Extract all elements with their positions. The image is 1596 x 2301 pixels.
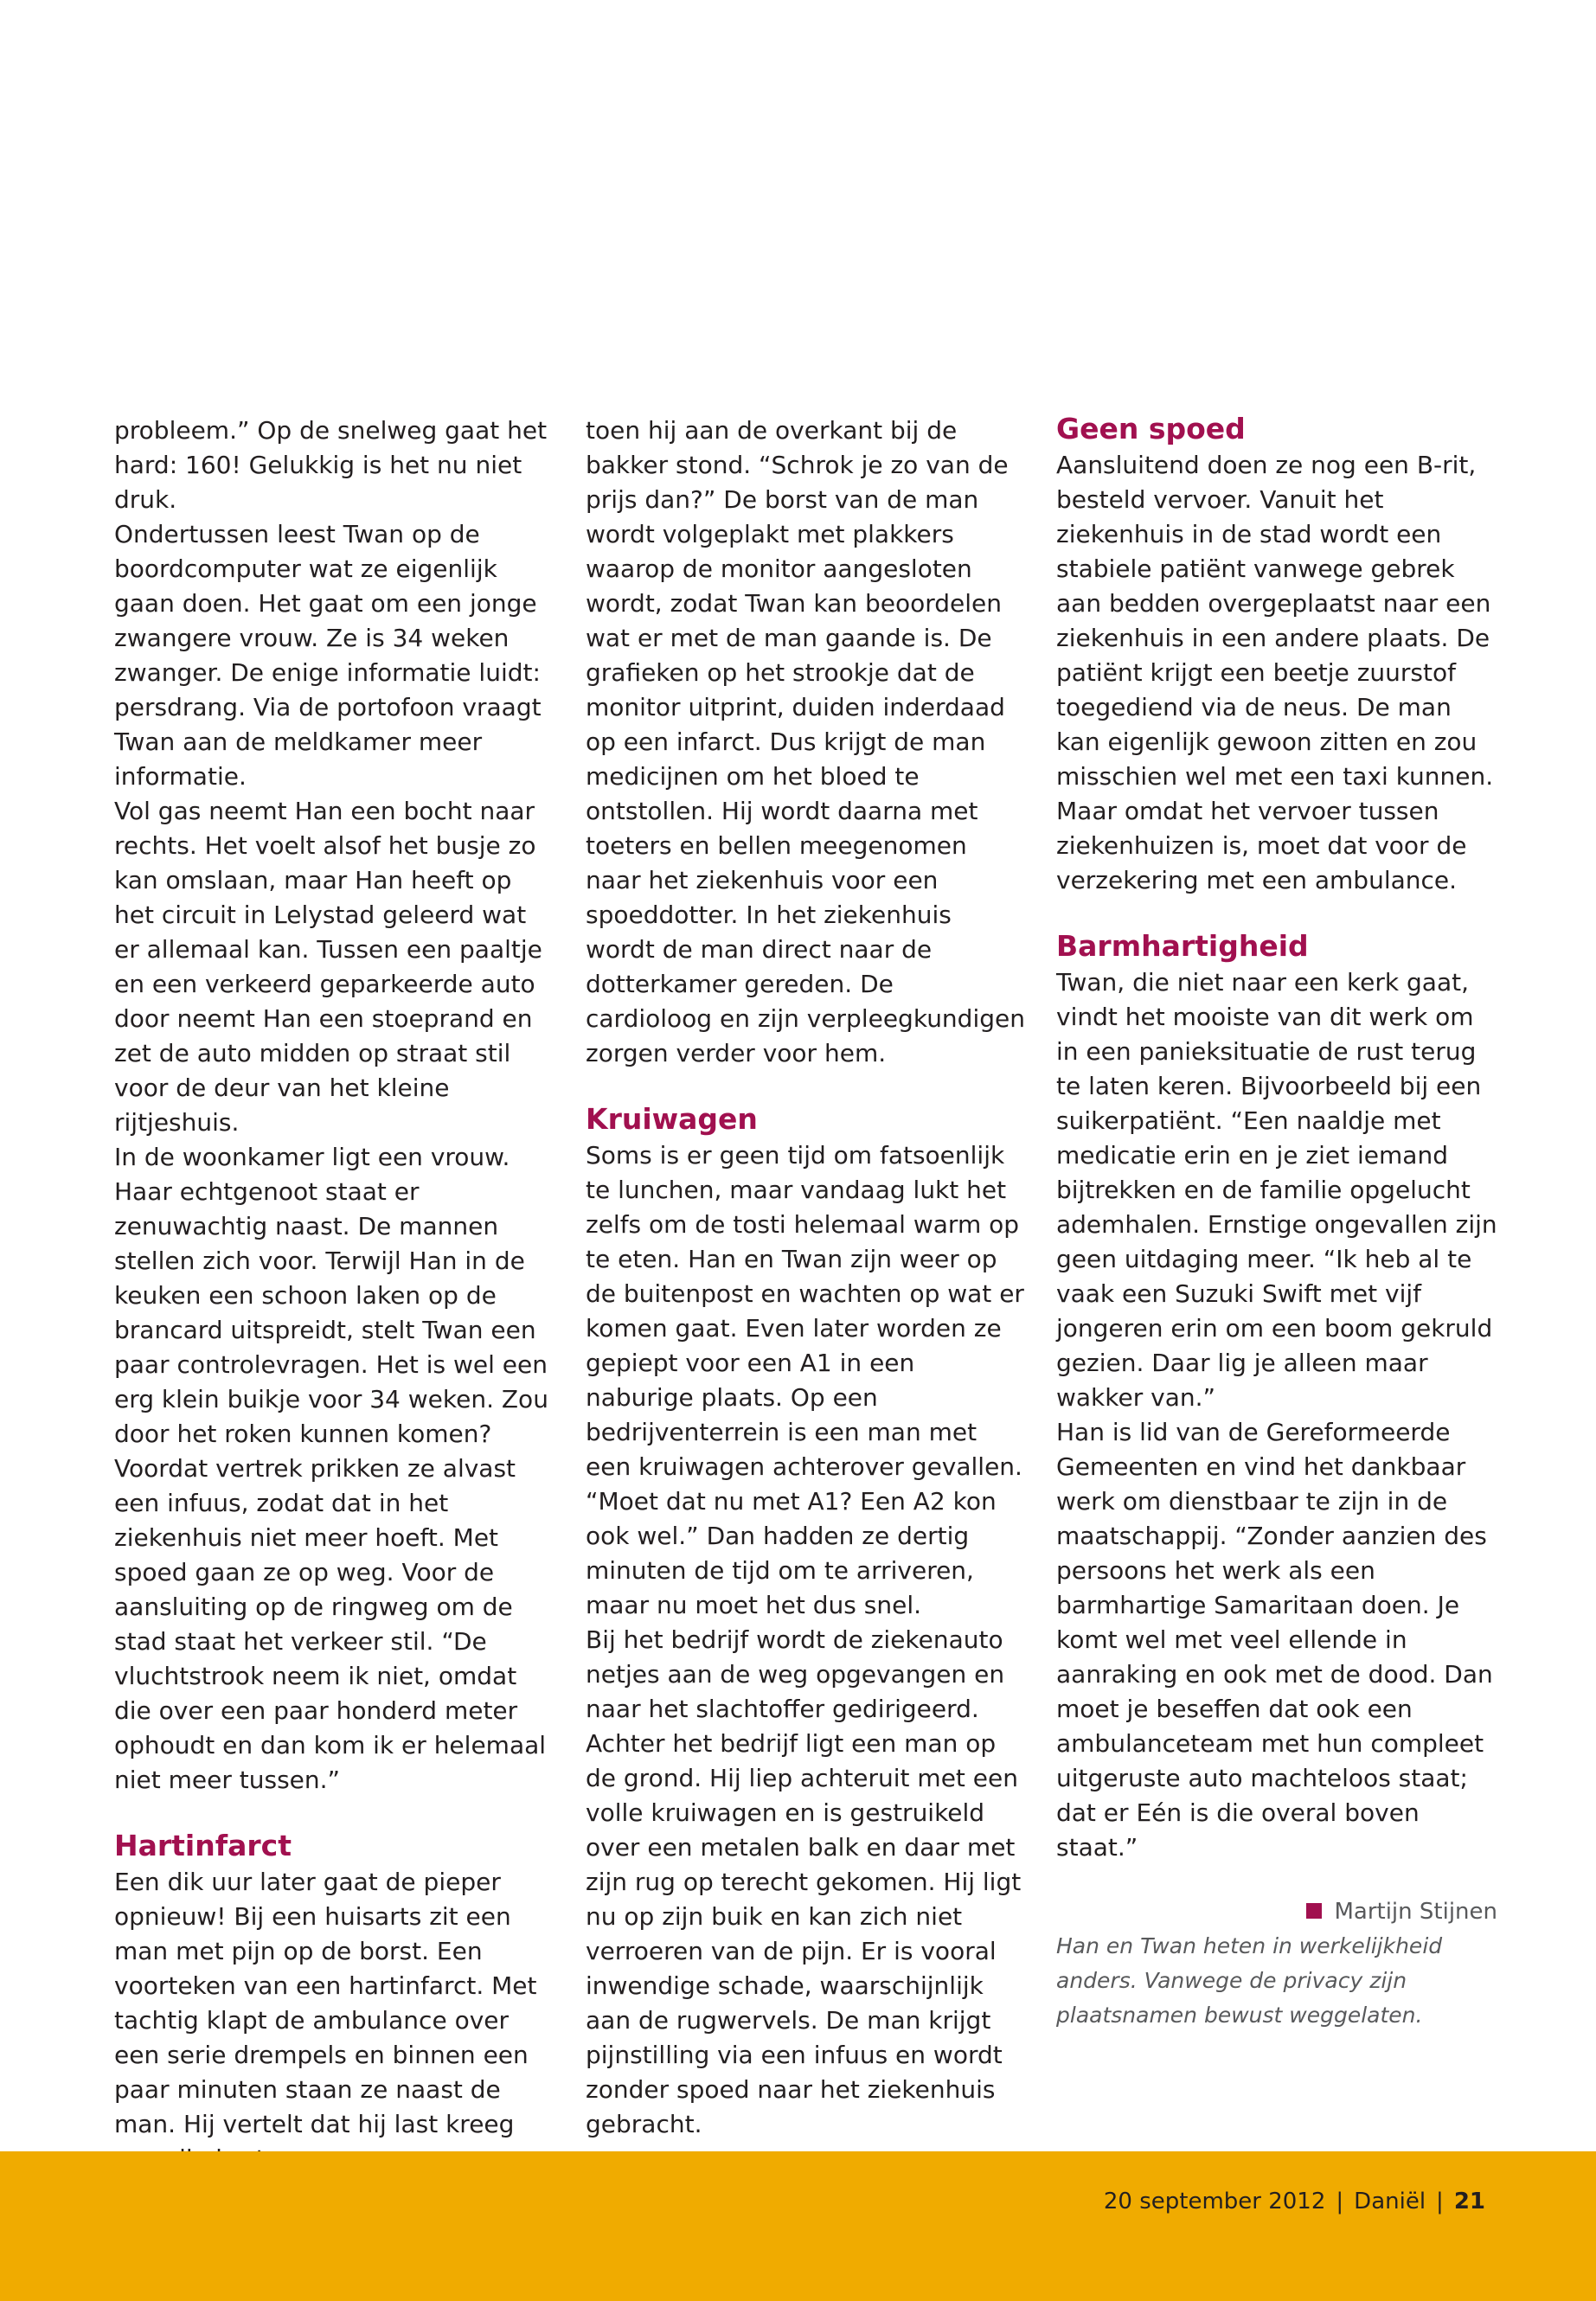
author-byline [1056, 1894, 1497, 1929]
paragraph: Aansluitend doen ze nog een B-rit, besteld vervoer. Vanuit het ziekenhuis in de stad wordt een stabiele patiënt vanwege gebrek aan bedden overgeplaatst naar een ziekenhuis in een andere plaats. De patiënt krijgt een beetje zuurstof toegediend via de neus. De man kan eigenlijk gewoon zitten en zou misschien wel met een taxi kunnen. Maar omdat het vervoer tussen ziekenhuizen is, moet dat voor de verzekering met een ambulance. [1056, 451, 1494, 894]
article-column-3 [1056, 410, 1497, 2033]
article-column-2 [586, 413, 1027, 2142]
paragraph: Twan, die niet naar een kerk gaat, vindt het mooiste van dit werk om in een panieksituatie de rust terug te laten keren. Bijvoorbeeld bij een suikerpatiënt. “Een naaldje met medicatie erin en je ziet iemand bijtrekken en de familie opgelucht ademhalen. Ernstige ongevallen zijn geen uitdaging meer. “Ik heb al te vaak een Suzuki Swift met vijf jongeren erin om een boom gekruld gezien. Daar lig je alleen maar wakker van.” [1056, 968, 1497, 1412]
section-heading-geen-spoed: Geen spoed [1056, 412, 1246, 445]
paragraph: Vol gas neemt Han een bocht naar rechts. Het voelt alsof het busje zo kan omslaan, maar Han heeft op het circuit in Lelystad geleerd wat er allemaal kan. Tussen een paaltje en een verkeerd geparkeerde auto door neemt Han een stoeprand en zet de auto midden op straat stil voor de deur van het kleine rijtjeshuis. [114, 797, 542, 1137]
section-heading-barmhartigheid: Barmhartigheid [1056, 929, 1309, 963]
paragraph: Bij het bedrijf wordt de ziekenauto netjes aan de weg opgevangen en naar het slachtoffer gedirigeerd. Achter het bedrijf ligt een man op de grond. Hij liep achteruit met een volle kruiwagen en is gestruikeld over een metalen balk en daar met zijn rug op terecht gekomen. Hij ligt nu op zijn buik en kan zich niet verroeren van de pijn. Er is vooral inwendige schade, waarschijnlijk aan de rugwervels. De man krijgt pijnstilling via een infuus en wordt zonder spoed naar het ziekenhuis gebracht. [586, 1625, 1022, 2138]
paragraph: Soms is er geen tijd om fatsoenlijk te lunchen, maar vandaag lukt het zelfs om de tosti helemaal warm op te eten. Han en Twan zijn weer op de buitenpost en wachten op wat er komen gaat. Even later worden ze gepiept voor een A1 in een naburige plaats. Op een bedrijventerrein is een man met een kruiwagen achterover gevallen. “Moet dat nu met A1? Een A2 kon ook wel.” Dan hadden ze dertig minuten de tijd om te arriveren, maar nu moet het dus snel. [586, 1141, 1024, 1619]
footer-separator: | [1336, 2189, 1344, 2214]
paragraph: toen hij aan de overkant bij de bakker stond. “Schrok je zo van de prijs dan?” De borst van de man wordt volgeplakt met plakkers waarop de monitor aangesloten wordt, zodat Twan kan beoordelen wat er met de man gaande is. De grafieken op het strookje dat de monitor uitprint, duiden inderdaad op een infarct. Dus krijgt de man medicijnen om het bloed te ontstollen. Hij wordt daarna met toeters en bellen meegenomen naar het ziekenhuis voor een spoeddotter. In het ziekenhuis wordt de man direct naar de dotterkamer gereden. De cardioloog en zijn verpleegkundigen zorgen verder voor hem. [586, 416, 1025, 1067]
section-heading-kruiwagen: Kruiwagen [586, 1102, 758, 1136]
magazine-name: Daniël [1354, 2189, 1426, 2214]
paragraph: Han is lid van de Gereformeerde Gemeenten en vind het dankbaar werk om dienstbaar te zijn in de maatschappij. “Zonder aanzien des persoons het werk als een barmhartige Samaritaan doen. Je komt wel met veel ellende in aanraking en ook met de dood. Dan moet je beseffen dat ook een ambulanceteam met hun compleet uitgeruste auto machteloos staat; dat er Eén is die overal boven staat.” [1056, 1418, 1493, 1862]
footer-bar [0, 2151, 1596, 2301]
paragraph: Een dik uur later gaat de pieper opnieuw! Bij een huisarts zit een man met pijn op de borst. Een voorteken van een hartinfarct. Met tachtig klapt de ambulance over een serie drempels en binnen een paar minuten staan ze naast de man. Hij vertelt dat hij last kreeg [114, 1868, 537, 2138]
footer-separator: | [1436, 2189, 1444, 2214]
page-number: 21 [1453, 2189, 1485, 2214]
footnote: Han en Twan heten in werkelijkheid anders. Vanwege de privacy zijn plaatsnamen bewust weggelaten. [1056, 1933, 1443, 2028]
square-bullet-icon [1306, 1903, 1322, 1919]
author-name: Martijn Stijnen [1334, 1899, 1497, 1925]
page-footer [1104, 2184, 1485, 2219]
article-column-1 [114, 413, 555, 2176]
paragraph: In de woonkamer ligt een vrouw. Haar echtgenoot staat er zenuwachtig naast. De mannen stellen zich voor. Terwijl Han in de keuken een schoon laken op de brancard uitspreidt, stelt Twan een paar controlevragen. Het is wel een erg klein buikje voor 34 weken. Zou door het roken kunnen komen? Voordat vertrek prikken ze alvast een infuus, zodat dat in het ziekenhuis niet meer hoeft. Met spoed gaan ze op weg. Voor de aansluiting op de ringweg om de stad staat het verkeer stil. “De vluchtstrook neem ik niet, omdat die over een paar honderd meter ophoudt en dan kom ik er helemaal niet meer tussen.” [114, 1143, 548, 1794]
issue-date: 20 september 2012 [1103, 2189, 1326, 2214]
paragraph: Ondertussen leest Twan op de boordcomputer wat ze eigenlijk gaan doen. Het gaat om een jonge zwangere vrouw. Ze is 34 weken zwanger. De enige informatie luidt: persdrang. Via de portofoon vraagt Twan aan de meldkamer meer informatie. [114, 520, 542, 791]
paragraph: probleem.” Op de snelweg gaat het hard: 160! Gelukkig is het nu niet druk. [114, 416, 548, 514]
section-heading-hartinfarct: Hartinfarct [114, 1829, 292, 1862]
